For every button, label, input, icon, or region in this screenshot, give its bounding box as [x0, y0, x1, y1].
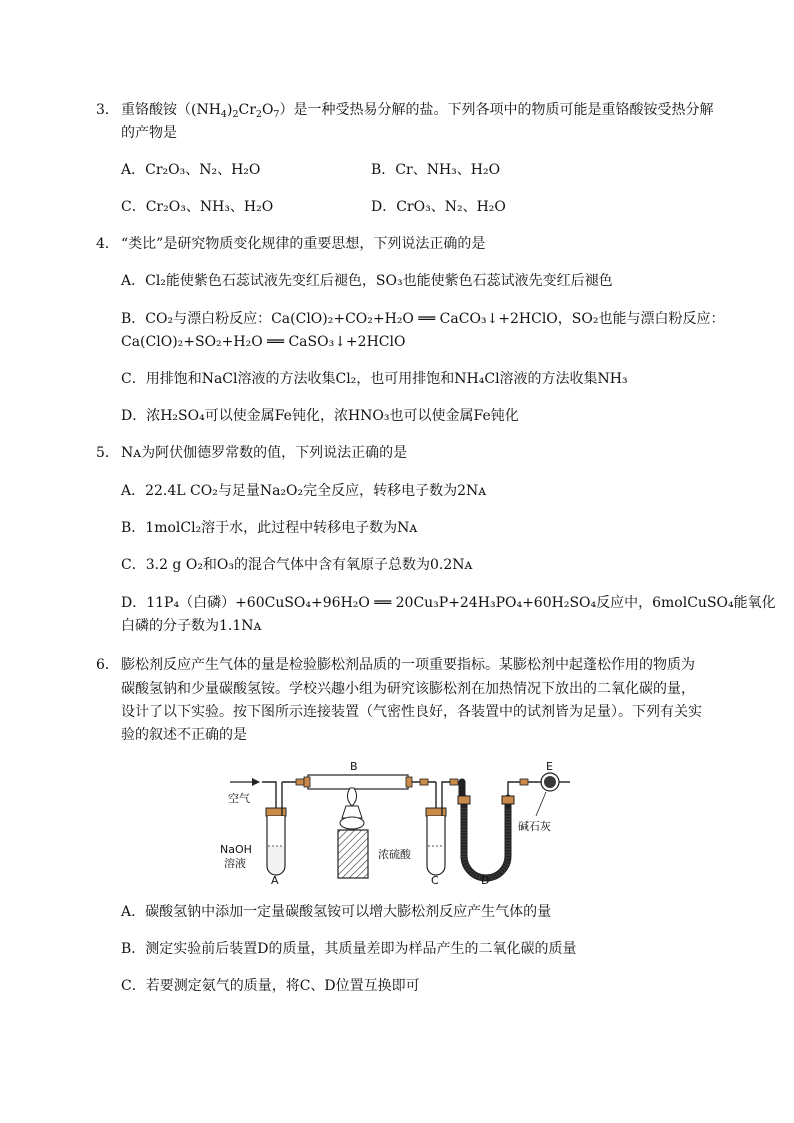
- tube-a: [262, 782, 286, 875]
- q4-option-c: C．用排饱和NaCl溶液的方法收集Cl₂，也可用排饱和NH₄Cl溶液的方法收集NH₃: [121, 371, 628, 387]
- label-soda-lime: 碱石灰: [518, 820, 551, 833]
- q4-option-b-line1: B．CO₂与漂白粉反应：Ca(ClO)₂+CO₂+H₂O ══ CaCO₃↓+2HClO，SO₂也能与漂白粉反应：: [121, 311, 725, 327]
- q3-option-c: C．Cr₂O₃、NH₃、H₂O: [121, 199, 274, 215]
- label-c: C: [431, 874, 439, 887]
- label-e: E: [546, 760, 553, 773]
- heating-tube-b: [304, 775, 412, 789]
- label-air: 空气: [228, 792, 250, 805]
- label-naoh: NaOH: [220, 843, 252, 856]
- q5-number: 5．: [96, 445, 119, 461]
- q6-option-a: A．碳酸氢钠中添加一定量碳酸氢铵可以增大膨松剂反应产生气体的量: [121, 904, 552, 920]
- q5-option-b: B．1molCl₂溶于水，此过程中转移电子数为Nᴀ: [121, 520, 418, 536]
- apparatus-diagram: [200, 758, 600, 890]
- q5-option-c: C．3.2 g O₂和O₃的混合气体中含有氧原子总数为0.2Nᴀ: [121, 557, 473, 573]
- label-naoh-solution: 溶液: [224, 857, 246, 870]
- q4-stem: “类比”是研究物质变化规律的重要思想，下列说法正确的是: [121, 236, 486, 252]
- q6-stem-line3: 设计了以下实验。按下图所示连接装置（气密性良好，各装置中的试剂皆为足量）。下列有关实: [121, 704, 702, 720]
- q5-option-d-line1: D．11P₄（白磷）+60CuSO₄+96H₂O ══ 20Cu₃P+24H₃PO₄+60H₂SO₄反应中，6molCuSO₄能氧化: [121, 595, 776, 611]
- alcohol-lamp: [340, 788, 364, 829]
- lamp-stand: [338, 830, 368, 878]
- q3-option-d: D．CrO₃、N₂、H₂O: [371, 199, 506, 215]
- q6-stem-line4: 验的叙述不正确的是: [121, 727, 247, 743]
- q6-option-c: C．若要测定氨气的质量，将C、D位置互换即可: [121, 978, 420, 994]
- q6-stem-line1: 膨松剂反应产生气体的量是检验膨松剂品质的一项重要指标。某膨松剂中起蓬松作用的物质为: [121, 657, 695, 673]
- q3-stem-line2: 的产物是: [121, 125, 177, 141]
- q3-option-a: A．Cr₂O₃、N₂、H₂O: [121, 162, 261, 178]
- label-b: B: [350, 760, 358, 773]
- air-inlet-arrow: [230, 778, 260, 786]
- q3-option-b: B．Cr、NH₃、H₂O: [371, 162, 501, 178]
- drying-tube-e: [538, 773, 570, 791]
- q6-number: 6．: [96, 657, 119, 673]
- q5-option-a: A．22.4L CO₂与足量Na₂O₂完全反应，转移电子数为2Nᴀ: [121, 483, 487, 499]
- label-a: A: [271, 874, 279, 887]
- label-d: D: [481, 874, 490, 887]
- q5-stem: Nᴀ为阿伏伽德罗常数的值，下列说法正确的是: [121, 445, 408, 461]
- tube-c: [426, 782, 462, 875]
- q3-stem-line1: 重铬酸铵$((NH_4)_2Cr_2O_7)$是一种受热易分解的盐。下列各项中的物质可能是重铬酸铵受热分解: [121, 102, 714, 120]
- q6-stem-line2: 碳酸氢钠和少量碳酸氢铵。学校兴趣小组为研究该膨松剂在加热情况下放出的二氧化碳的量，: [121, 681, 695, 697]
- q4-option-d: D．浓H₂SO₄可以使金属Fe钝化，浓HNO₃也可以使金属Fe钝化: [121, 408, 519, 424]
- q5-option-d-line2: 白磷的分子数为1.1Nᴀ: [121, 618, 262, 634]
- q3-number: 3．: [96, 102, 119, 118]
- q4-option-b-line2: Ca(ClO)₂+SO₂+H₂O ══ CaSO₃↓+2HClO: [121, 334, 406, 350]
- q6-option-b: B．测定实验前后装置D的质量，其质量差即为样品产生的二氧化碳的质量: [121, 941, 577, 957]
- q4-option-a: A．Cl₂能使紫色石蕊试液先变红后褪色，SO₃也能使紫色石蕊试液先变红后褪色: [121, 273, 613, 289]
- label-conc-sulfuric-acid: 浓硫酸: [378, 848, 411, 861]
- q4-number: 4．: [96, 236, 119, 252]
